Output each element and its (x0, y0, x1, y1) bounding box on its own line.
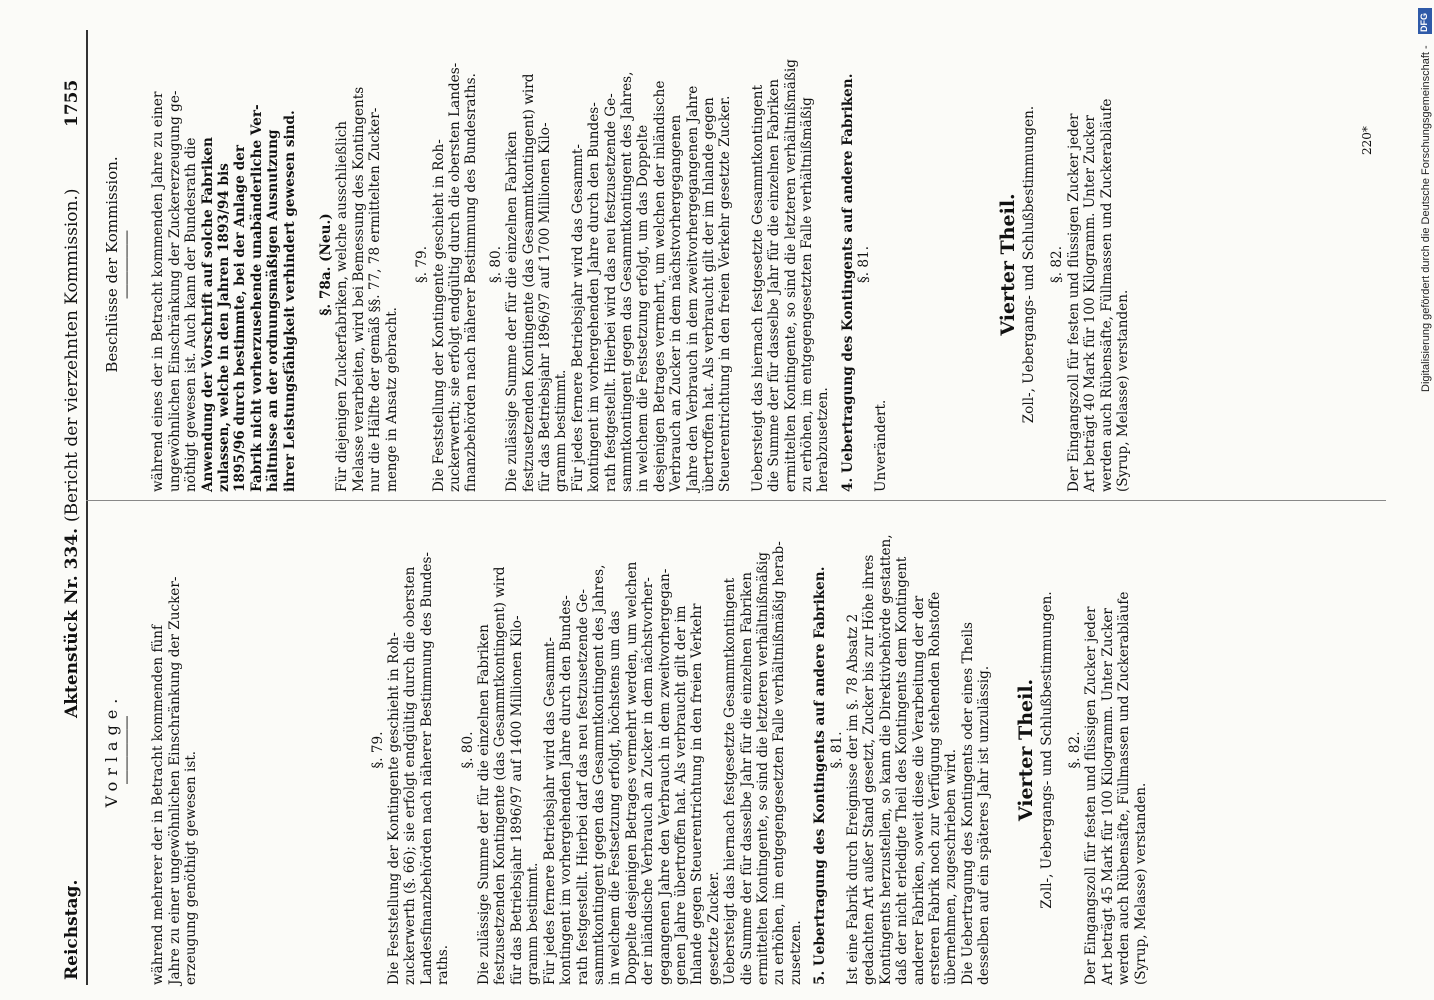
vorlage-section5-heading: 5. Uebertragung des Kontingents auf andere Fabriken. (812, 566, 829, 985)
vorlage-s80-line: festzusetzenden Kontingente (das Gesammtkontingent) wird (492, 566, 509, 985)
vorlage-s81-line: Kontingents herzustellen, so kann die Direktivbehörde gestatten, (877, 534, 894, 985)
vorlage-s81-line: übernehmen, zugeschrieben wird. (943, 748, 960, 985)
beschluesse-78a-line: Anwendung der Vorschrift auf solche Fabriken (199, 137, 216, 492)
vorlage-s80-line: gramm bestimmt. (525, 862, 542, 985)
beschluesse-s78a-line: menge in Ansatz gebracht. (383, 307, 400, 492)
beschluesse-78a-line: ihrer Leistungsfähigkeit verhindert gewesen sind. (281, 110, 298, 492)
beschluesse-78a-line: zulassen, welche in den Jahren 1893/94 bis (216, 163, 233, 492)
beschluesse-s80-line: Verbrauch an Zucker in dem nächstvorhergegangenen (668, 114, 685, 492)
beschluesse-s79-line: zuckerwerth; sie erfolgt endgültig durch die obersten Landes- (446, 62, 463, 492)
beschluesse-78a-line: während eines der in Betracht kommenden Jahre zu einer (150, 91, 167, 492)
vorlage-s80-line: zusetzen. (787, 920, 804, 985)
vorlage-78a-line: während mehrerer der in Betracht kommenden fünf (150, 624, 167, 985)
vorlage-s82-line: Der Eingangszoll für festen und flüssigen Zucker jeder (1083, 606, 1100, 985)
beschluesse-78a-line: nöthigt gewesen ist. Auch kann der Bundesrath die (183, 137, 200, 492)
header-commission-report: (Bericht der vierzehnten Kommission.) (62, 188, 82, 523)
footnote-mark: 220* (1360, 126, 1374, 155)
title-rule: ――――― (119, 716, 136, 784)
beschluesse-s82-line: Der Eingangszoll für festen und flüssigen Zucker jeder (1065, 113, 1082, 492)
vorlage-s80-line: kontingent im vorhergehenden Jahre durch den Bundes- (558, 595, 575, 985)
beschluesse-s78a-line: nur die Hälfte der gemäß §§. 77, 78 ermittelten Zucker- (367, 107, 384, 492)
vorlage-s79-line: Die Feststellung der Kontingente geschieht in Roh- (386, 632, 403, 985)
vorlage-s80-line: für das Betriebsjahr 1896/97 auf 1400 Millionen Kilo- (508, 615, 525, 985)
beschluesse-s82-line: Art beträgt 40 Mark für 100 Kilogramm. Unter Zucker (1082, 115, 1099, 492)
vorlage-s81-line: Ist eine Fabrik durch Ereignisse der im §. 78 Absatz 2 (845, 613, 861, 985)
beschluesse-s80-line: rath festgestellt. Hierbei wird das neu festzusetzende Ge- (602, 93, 619, 492)
vorlage-s80-line: gegangenen Jahre den Verbrauch in dem zweitvorhergegan- (656, 568, 673, 985)
beschluesse-title: Beschlüsse der Kommission. (103, 156, 121, 373)
vorlage-part-heading: Vierter Theil. (1014, 678, 1037, 822)
vorlage-s82-heading: §. 82. (1067, 731, 1084, 769)
beschluesse-s80-line: festzusetzenden Kontingente (das Gesammtkontingent) wird (520, 73, 537, 492)
beschluesse-s80-line: die Summe der für dasselbe Jahr für die einzelnen Fabriken (766, 79, 783, 492)
vorlage-s79-line: raths. (435, 944, 452, 985)
vorlage-s80-line: Uebersteigt das hiernach festgesetzte Gesammtkontingent (722, 577, 739, 985)
beschluesse-78a-line: ungewöhnlichen Einschränkung der Zuckererzeugung ge- (166, 90, 183, 492)
vorlage-s79-line: zuckerwerth (§. 66); sie erfolgt endgültig durch die obersten (402, 566, 419, 985)
vorlage-s80-line: Doppelte desjenigen Betrages vermehrt werden, um welchen (623, 561, 640, 985)
vorlage-s80-line: genen Jahre übertroffen hat. Als verbraucht gilt der im (672, 605, 689, 985)
beschluesse-s78a-heading: §. 78a. (Neu.) (318, 213, 335, 316)
digitization-notice: Digitalisierung gefördert durch die Deutsche Forschungsgemeinschaft - (1420, 45, 1432, 392)
vorlage-s82-line: (Syrup, Melasse) verstanden. (1132, 782, 1149, 985)
vorlage-s80-line: Inlande gegen Steuerentrichtung in den freien Verkehr (689, 603, 706, 985)
beschluesse-78a-line: 1895/96 durch bestimmte, bei der Anlage der (232, 144, 249, 492)
vorlage-s82-line: werden auch Rübensäfte, Füllmassen und Zuckerabläufe (1116, 591, 1133, 985)
beschluesse-s80-line: in welchem die Festsetzung erfolgt, um das Doppelte (635, 124, 652, 492)
beschluesse-s82-heading: §. 82. (1049, 245, 1066, 284)
beschluesse-s80-line: desjenigen Betrages vermehrt, um welchen der inländische (651, 80, 668, 492)
beschluesse-s80-line: herabzusetzen. (815, 387, 832, 492)
vorlage-s79-line: Landesfinanzbehörden nach näherer Bestimmung des Bundes- (418, 551, 435, 985)
vorlage-s80-line: Für jedes fernere Betriebsjahr wird das Gesammt- (541, 637, 558, 985)
beschluesse-column (104, 37, 1132, 492)
vorlage-s81-line: daß der nicht erledigte Theil des Kontingents dem Kontingent (894, 556, 911, 985)
vorlage-s80-line: gesetzte Zucker. (705, 871, 722, 985)
header-left: Reichstag. (62, 879, 82, 980)
page-number: 1755 (62, 80, 82, 128)
beschluesse-s82-line: werden auch Rübensäfte, Füllmassen und Zuckerabläufe (1098, 98, 1115, 492)
vorlage-s80-line: der inländische Verbrauch an Zucker in dem nächstvorher- (640, 577, 657, 985)
beschluesse-s79-heading: §. 79. (414, 245, 431, 284)
beschluesse-s80-heading: §. 80. (487, 245, 504, 284)
vorlage-s80-line: rath festgestellt. Hierbei darf das neu festzusetzende Ge- (574, 589, 591, 985)
beschluesse-s80-line: Uebersteigt das hiernach festgesetzte Gesammtkontingent (749, 84, 766, 492)
beschluesse-s80-line: Steuerentrichtung in den freien Verkehr gesetzte Zucker. (717, 95, 734, 492)
vorlage-s82-line: Art beträgt 45 Mark für 100 Kilogramm. Unter Zucker (1099, 608, 1116, 985)
vorlage-s80-line: ermittelten Kontingente, so sind die letzteren verhältnißmäßig (754, 552, 771, 985)
vorlage-s81-line: gedachten Art außer Stand gesetzt, Zucker bis zur Höhe ihres (861, 554, 878, 985)
vorlage-s81-line: Die Uebertragung des Kontingents oder eines Theils (959, 621, 976, 985)
dfg-logo: DFG (1418, 8, 1432, 34)
vorlage-s80-heading: §. 80. (459, 731, 476, 769)
vorlage-s80-line: die Summe der für dasselbe Jahr für die einzelnen Fabriken (738, 572, 755, 985)
vorlage-s81-line: ersteren Fabrik noch zur Verfügung stehenden Rohstoffe (927, 591, 944, 985)
vorlage-s80-line: sammtkontingent gegen das Gesammtkontingent des Jahres, (590, 564, 607, 985)
beschluesse-78a-line: hältnisse an der ordnungsmäßigen Ausnutzung (265, 129, 282, 492)
beschluesse-s81-heading: §. 81. (856, 245, 873, 284)
beschluesse-s80-line: für das Betriebsjahr 1896/97 auf 1700 Millionen Kilo- (536, 122, 553, 492)
header-rule (86, 30, 88, 985)
beschluesse-s80-line: zu erhöhen, im entgegengesetzten Falle verhältnißmäßig (799, 97, 816, 492)
vorlage-s81-line: desselben auf ein späteres Jahr ist unzulässig. (976, 665, 993, 985)
beschluesse-part-subheading: Zoll-, Uebergangs- und Schlußbestimmungen. (1021, 105, 1038, 424)
beschluesse-part-heading: Vierter Theil. (997, 193, 1020, 336)
beschluesse-s80-line: Für jedes fernere Betriebsjahr wird das Gesammt- (569, 144, 586, 492)
beschluesse-s80-line: Die zulässige Summe der für die einzelnen Fabriken (504, 131, 521, 492)
beschluesse-s78a-line: Melasse verarbeiten, wird bei Bemessung des Kontingents (350, 86, 367, 492)
vorlage-s81-heading: §. 81. (828, 731, 845, 769)
vorlage-s79-heading: §. 79. (369, 731, 386, 769)
beschluesse-s82-line: (Syrup, Melasse) verstanden. (1115, 289, 1132, 492)
beschluesse-s80-line: kontingent im vorhergehenden Jahre durch den Bundes- (586, 102, 603, 492)
vorlage-s81-line: anderer Fabriken, soweit diese die Verarbeitung der der (910, 595, 927, 985)
beschluesse-s80-line: übertroffen hat. Als verbraucht gilt der im Inlande gegen (701, 97, 717, 492)
vorlage-78a-line: erzeugung genöthigt gewesen ist. (183, 750, 200, 985)
vorlage-s80-line: zu erhöhen, im entgegengesetzten Falle verhältnißmäßig herab- (771, 541, 788, 985)
vorlage-78a-line: Jahre zu einer ungewöhnlichen Einschränkung der Zucker- (166, 576, 183, 985)
beschluesse-s81-text: Unverändert. (872, 399, 889, 492)
vorlage-column (104, 515, 1149, 985)
vorlage-title: Vorlage. (102, 692, 121, 808)
column-divider (86, 500, 1386, 501)
title-rule: ――――― (119, 230, 136, 299)
vorlage-s80-line: in welchem die Festsetzung erfolgt, höchstens um das (607, 610, 624, 985)
beschluesse-s79-line: finanzbehörden nach näherer Bestimmung des Bundesraths. (463, 73, 480, 492)
beschluesse-s79-line: Die Feststellung der Kontingente geschieht in Roh- (430, 139, 447, 492)
beschluesse-s80-line: ermittelten Kontingente, so sind die letzteren verhältnißmäßig (782, 59, 799, 492)
vorlage-part-subheading: Zoll-, Uebergangs- und Schlußbestimmungen. (1038, 591, 1055, 909)
header-document-number: Aktenstück Nr. 334. (62, 527, 82, 718)
beschluesse-s80-line: sammtkontingent gegen das Gesammtkontingent des Jahres, (618, 71, 635, 492)
header-center (62, 188, 82, 718)
vorlage-s80-line: Die zulässige Summe der für die einzelnen Fabriken (476, 624, 493, 985)
beschluesse-78a-line: Fabrik nicht vorherzusehende unabänderliche Ver- (248, 104, 265, 492)
beschluesse-s78a-line: Für diejenigen Zuckerfabriken, welche ausschließlich (334, 120, 351, 492)
beschluesse-section4-heading: 4. Uebertragung des Kontingents auf andere Fabriken. (839, 73, 856, 492)
beschluesse-s80-line: gramm bestimmt. (553, 369, 570, 492)
beschluesse-s80-line: Jahre den Verbrauch in dem zweitvorhergegangenen Jahre (684, 85, 701, 492)
